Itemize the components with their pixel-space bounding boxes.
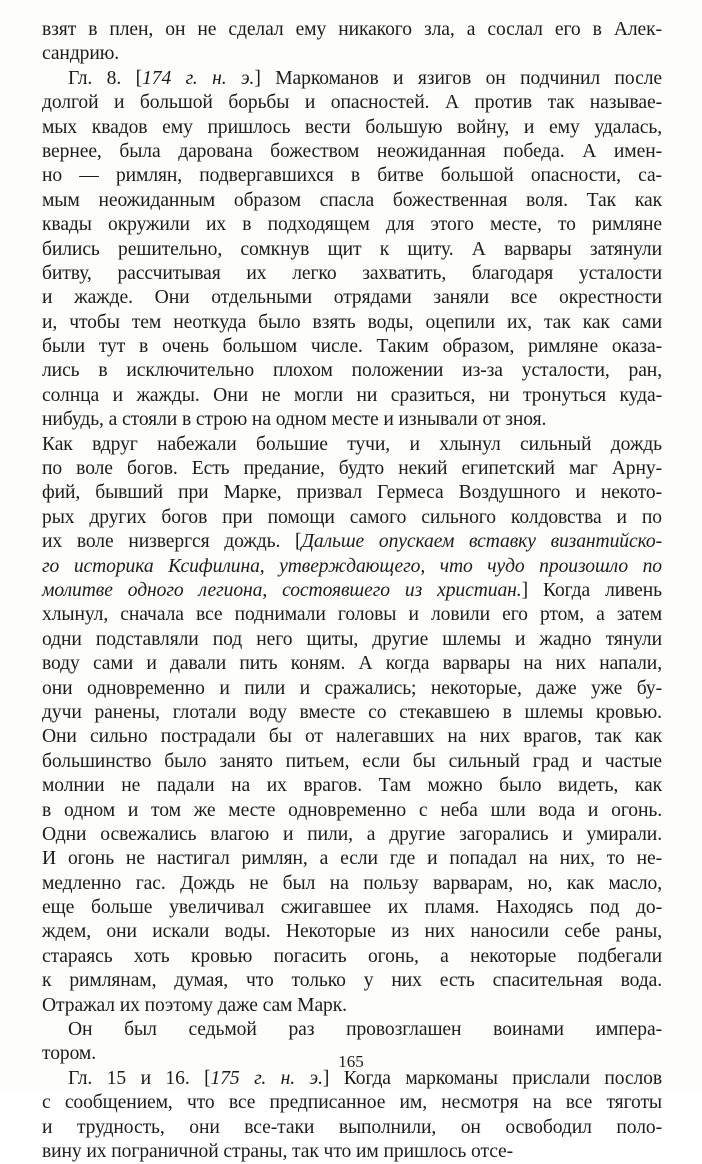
text-line	[42, 91, 662, 115]
text-line	[42, 189, 662, 213]
text-line	[42, 67, 662, 91]
italic-text-run: молитве одного легиона, состоявшего из христиан.	[42, 579, 522, 601]
text-line	[42, 652, 662, 676]
text-run: Они сильно пострадали бы от налегавших на них врагов, так как	[42, 726, 662, 748]
text-line	[42, 359, 662, 383]
text-run: тором.	[42, 1043, 97, 1065]
text-line	[42, 823, 662, 847]
text-line	[42, 262, 662, 286]
text-run: солнца и жажды. Они не могли ни сразиться, ни тронуться куда-	[42, 384, 662, 406]
text-run: хлынул, сначала все поднимали головы и ловили его ртом, а затем	[42, 604, 662, 626]
text-line	[42, 238, 662, 262]
text-run: еще больше увеличивал сжигавшее их пламя. Находясь под до-	[42, 897, 662, 919]
text-line	[42, 920, 662, 944]
text-line	[42, 1140, 662, 1164]
text-line	[42, 799, 662, 823]
text-run: нибудь, а стояли в строю на одном месте и изнывали от зноя.	[42, 409, 547, 431]
text-line	[42, 579, 662, 603]
text-line	[42, 286, 662, 310]
italic-text-run: 174 г. н. э.	[142, 67, 255, 89]
italic-text-run: 175 г. н. э.	[210, 1067, 323, 1089]
text-run: стараясь хоть кровью погасить огонь, а некоторые подбегали	[42, 945, 662, 967]
text-run: одни подставляли под него щиты, другие шлемы и жадно тянули	[42, 628, 662, 650]
text-line	[42, 116, 662, 140]
text-run: ] Маркоманов и язигов он подчинил после	[254, 67, 662, 89]
text-run: и жажде. Они отдельными отрядами заняли все окрестности	[42, 287, 662, 309]
text-line	[42, 335, 662, 359]
text-line	[42, 628, 662, 652]
text-run: дучи ранены, глотали воду вместе со стекавшею в шлемы кровью.	[42, 701, 662, 723]
text-line	[42, 481, 662, 505]
text-line	[42, 896, 662, 920]
text-run: Гл. 15 и 16. [	[68, 1067, 211, 1089]
text-run: вину их пограничной страны, так что им пришлось отсе-	[42, 1140, 514, 1162]
text-run: к римлянам, думая, что только у них есть спасительная вода.	[42, 970, 662, 992]
text-run: Как вдруг набежали большие тучи, и хлынул сильный дождь	[42, 433, 662, 455]
text-line	[42, 164, 662, 188]
text-run: долгой и большой борьбы и опасностей. А против так называе-	[42, 92, 662, 114]
text-run: рых других богов при помощи самого сильного колдовства и по	[42, 506, 662, 528]
text-line	[42, 555, 662, 579]
text-run: воду сами и давали пить коням. А когда варвары на них напали,	[42, 653, 662, 675]
text-run: Гл. 8. [	[68, 67, 143, 89]
text-run: мым неожиданным образом спасла божественная воля. Так как	[42, 189, 662, 211]
text-run: молнии не падали на их врагов. Там можно было видеть, как	[42, 775, 662, 797]
text-run: квады окружили их в подходящем для этого месте, то римляне	[42, 214, 662, 236]
italic-text-run: Дальше опускаем вставку византийско-	[301, 531, 663, 553]
text-line	[42, 872, 662, 896]
text-line	[42, 140, 662, 164]
italic-text-run: го историка Ксифилина, утверждающего, что чудо произошло по	[42, 555, 662, 577]
text-run: Отражал их поэтому даже сам Марк.	[42, 994, 347, 1016]
text-run: мых квадов ему пришлось вести большую войну, и ему удалась,	[42, 116, 662, 138]
text-line	[42, 42, 662, 66]
text-run: они одновременно и пили и сражались; некоторые, даже уже бу-	[42, 677, 662, 699]
page-number: 165	[338, 1052, 364, 1071]
text-run: но — римлян, подвергавшихся в битве большой опасности, са-	[42, 165, 662, 187]
text-line	[42, 701, 662, 725]
text-run: Одни освежались влагою и пили, а другие загорались и умирали.	[42, 823, 662, 845]
text-line	[42, 506, 662, 530]
text-run: и, чтобы тем неоткуда было взять воды, оцепили их, так как сами	[42, 311, 662, 333]
text-run: ] Когда ливень	[521, 579, 662, 601]
text-line	[42, 969, 662, 993]
text-line	[42, 945, 662, 969]
text-line	[42, 433, 662, 457]
text-run: были тут в очень большом числе. Таким образом, римляне оказа-	[42, 336, 662, 358]
text-line	[42, 408, 662, 432]
text-run: с сообщением, что все предписанное им, несмотря на все тяготы	[42, 1092, 662, 1114]
text-run: и трудность, они все-таки выполнили, он освободил поло-	[42, 1116, 662, 1138]
text-line	[42, 384, 662, 408]
body-text	[42, 18, 662, 1164]
text-line	[42, 457, 662, 481]
text-line	[42, 750, 662, 774]
text-line	[42, 1091, 662, 1115]
text-run: И огонь не настигал римлян, а если где и попадал на них, то не-	[42, 848, 662, 870]
text-run: медленно гас. Дождь не был на пользу варварам, но, как масло,	[42, 872, 662, 894]
text-run: взят в плен, он не сделал ему никакого зла, а сослал его в Алек-	[42, 19, 662, 40]
text-line	[42, 311, 662, 335]
text-run: битву, рассчитывая их легко захватить, благодаря усталости	[42, 262, 662, 284]
text-run: Он был седьмой раз провозглашен воинами импера-	[68, 1019, 662, 1041]
text-run: бились решительно, сомкнув щит к щиту. А варвары затянули	[42, 238, 662, 260]
text-run: фий, бывший при Марке, призвал Гермеса Воздушного и некото-	[42, 482, 662, 504]
text-run: сандрию.	[42, 43, 120, 65]
text-run: ] Когда маркоманы прислали послов	[322, 1067, 663, 1089]
text-line	[42, 1018, 662, 1042]
text-line	[42, 725, 662, 749]
text-line	[42, 18, 662, 42]
text-line	[42, 774, 662, 798]
text-run: вернее, была дарована божеством неожиданная победа. А имен-	[42, 140, 662, 162]
text-line	[42, 677, 662, 701]
text-run: лись в исключительно плохом положении из-за усталости, ран,	[42, 360, 662, 382]
text-line	[42, 603, 662, 627]
text-run: по воле богов. Есть предание, будто некий египетский маг Арну-	[42, 458, 662, 480]
text-line	[42, 213, 662, 237]
text-run: в одном и том же месте одновременно с неба шли вода и огонь.	[42, 799, 662, 821]
text-run: их воле низвергся дождь. [	[42, 531, 302, 553]
text-line	[42, 530, 662, 554]
text-line	[42, 1116, 662, 1140]
text-line	[42, 994, 662, 1018]
text-run: ждем, они искали воды. Некоторые из них наносили себе раны,	[42, 921, 662, 943]
text-line	[42, 847, 662, 871]
text-run: большинство было занято питьем, если бы сильный град и частые	[42, 750, 662, 772]
